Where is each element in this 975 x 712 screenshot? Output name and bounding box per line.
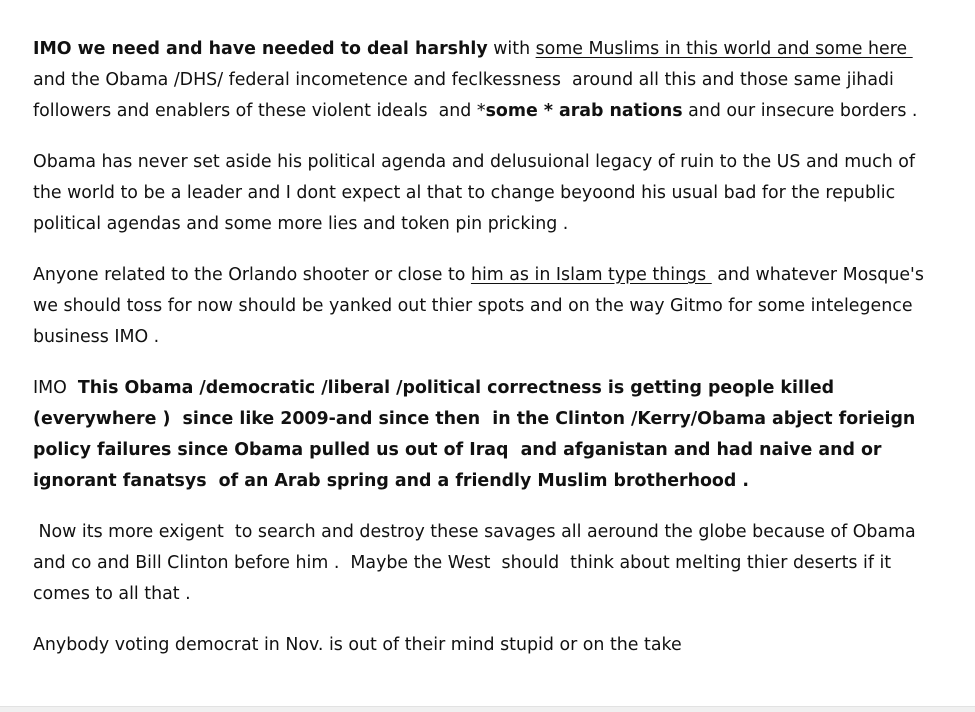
text-run: and whatever Mosque's we should toss for now should be yanked out thier spots and on the way Gitmo for some intelegence business IMO . <box>33 265 935 347</box>
text-run: with <box>487 39 536 59</box>
paragraph-5 <box>33 517 943 610</box>
paragraph-6 <box>33 630 943 661</box>
page-bottom-edge <box>0 706 975 712</box>
text-run: IMO <box>33 378 78 398</box>
paragraph-2 <box>33 147 943 240</box>
text-run: Now its more exigent to search and destroy these savages all aeround the globe because of Obama and co and Bill Clinton before him . Maybe the West should think about melting thier deserts if it comes to all that . <box>33 522 922 604</box>
underlined-text-run: him as in Islam type things <box>470 265 712 285</box>
text-run: some * arab nations <box>485 101 683 121</box>
text-run: and our insecure borders . <box>682 101 918 121</box>
text-run: and the Obama /DHS/ federal incometence and feclkessness around all this and those same jihadi followers and enablers of these violent ideals and * <box>33 70 900 121</box>
text-run: IMO we need and have needed to deal harshly <box>33 39 488 59</box>
text-run: Anyone related to the Orlando shooter or close to <box>33 265 471 285</box>
underlined-text-run: some Muslims in this world and some here <box>535 39 913 59</box>
paragraph-4 <box>33 373 943 497</box>
paragraph-3 <box>33 260 943 353</box>
document-body <box>33 34 943 681</box>
text-run: Anybody voting democrat in Nov. is out of their mind stupid or on the take <box>33 635 682 655</box>
paragraph-1 <box>33 34 943 127</box>
text-run: This Obama /democratic /liberal /political correctness is getting people killed (everywhere ) since like 2009-and since then in the Clinton /Kerry/Obama abject forieign policy failures since Obama pulled us out of Iraq and afganistan and had naive and or ignorant fanatsys of an Arab spring and a friendly Muslim brotherhood . <box>33 378 922 491</box>
text-run: Obama has never set aside his political agenda and delusuional legacy of ruin to the US and much of the world to be a leader and I dont expect al that to change beyoond his usual bad for the republic political agendas and some more lies and token pin pricking . <box>33 152 921 234</box>
